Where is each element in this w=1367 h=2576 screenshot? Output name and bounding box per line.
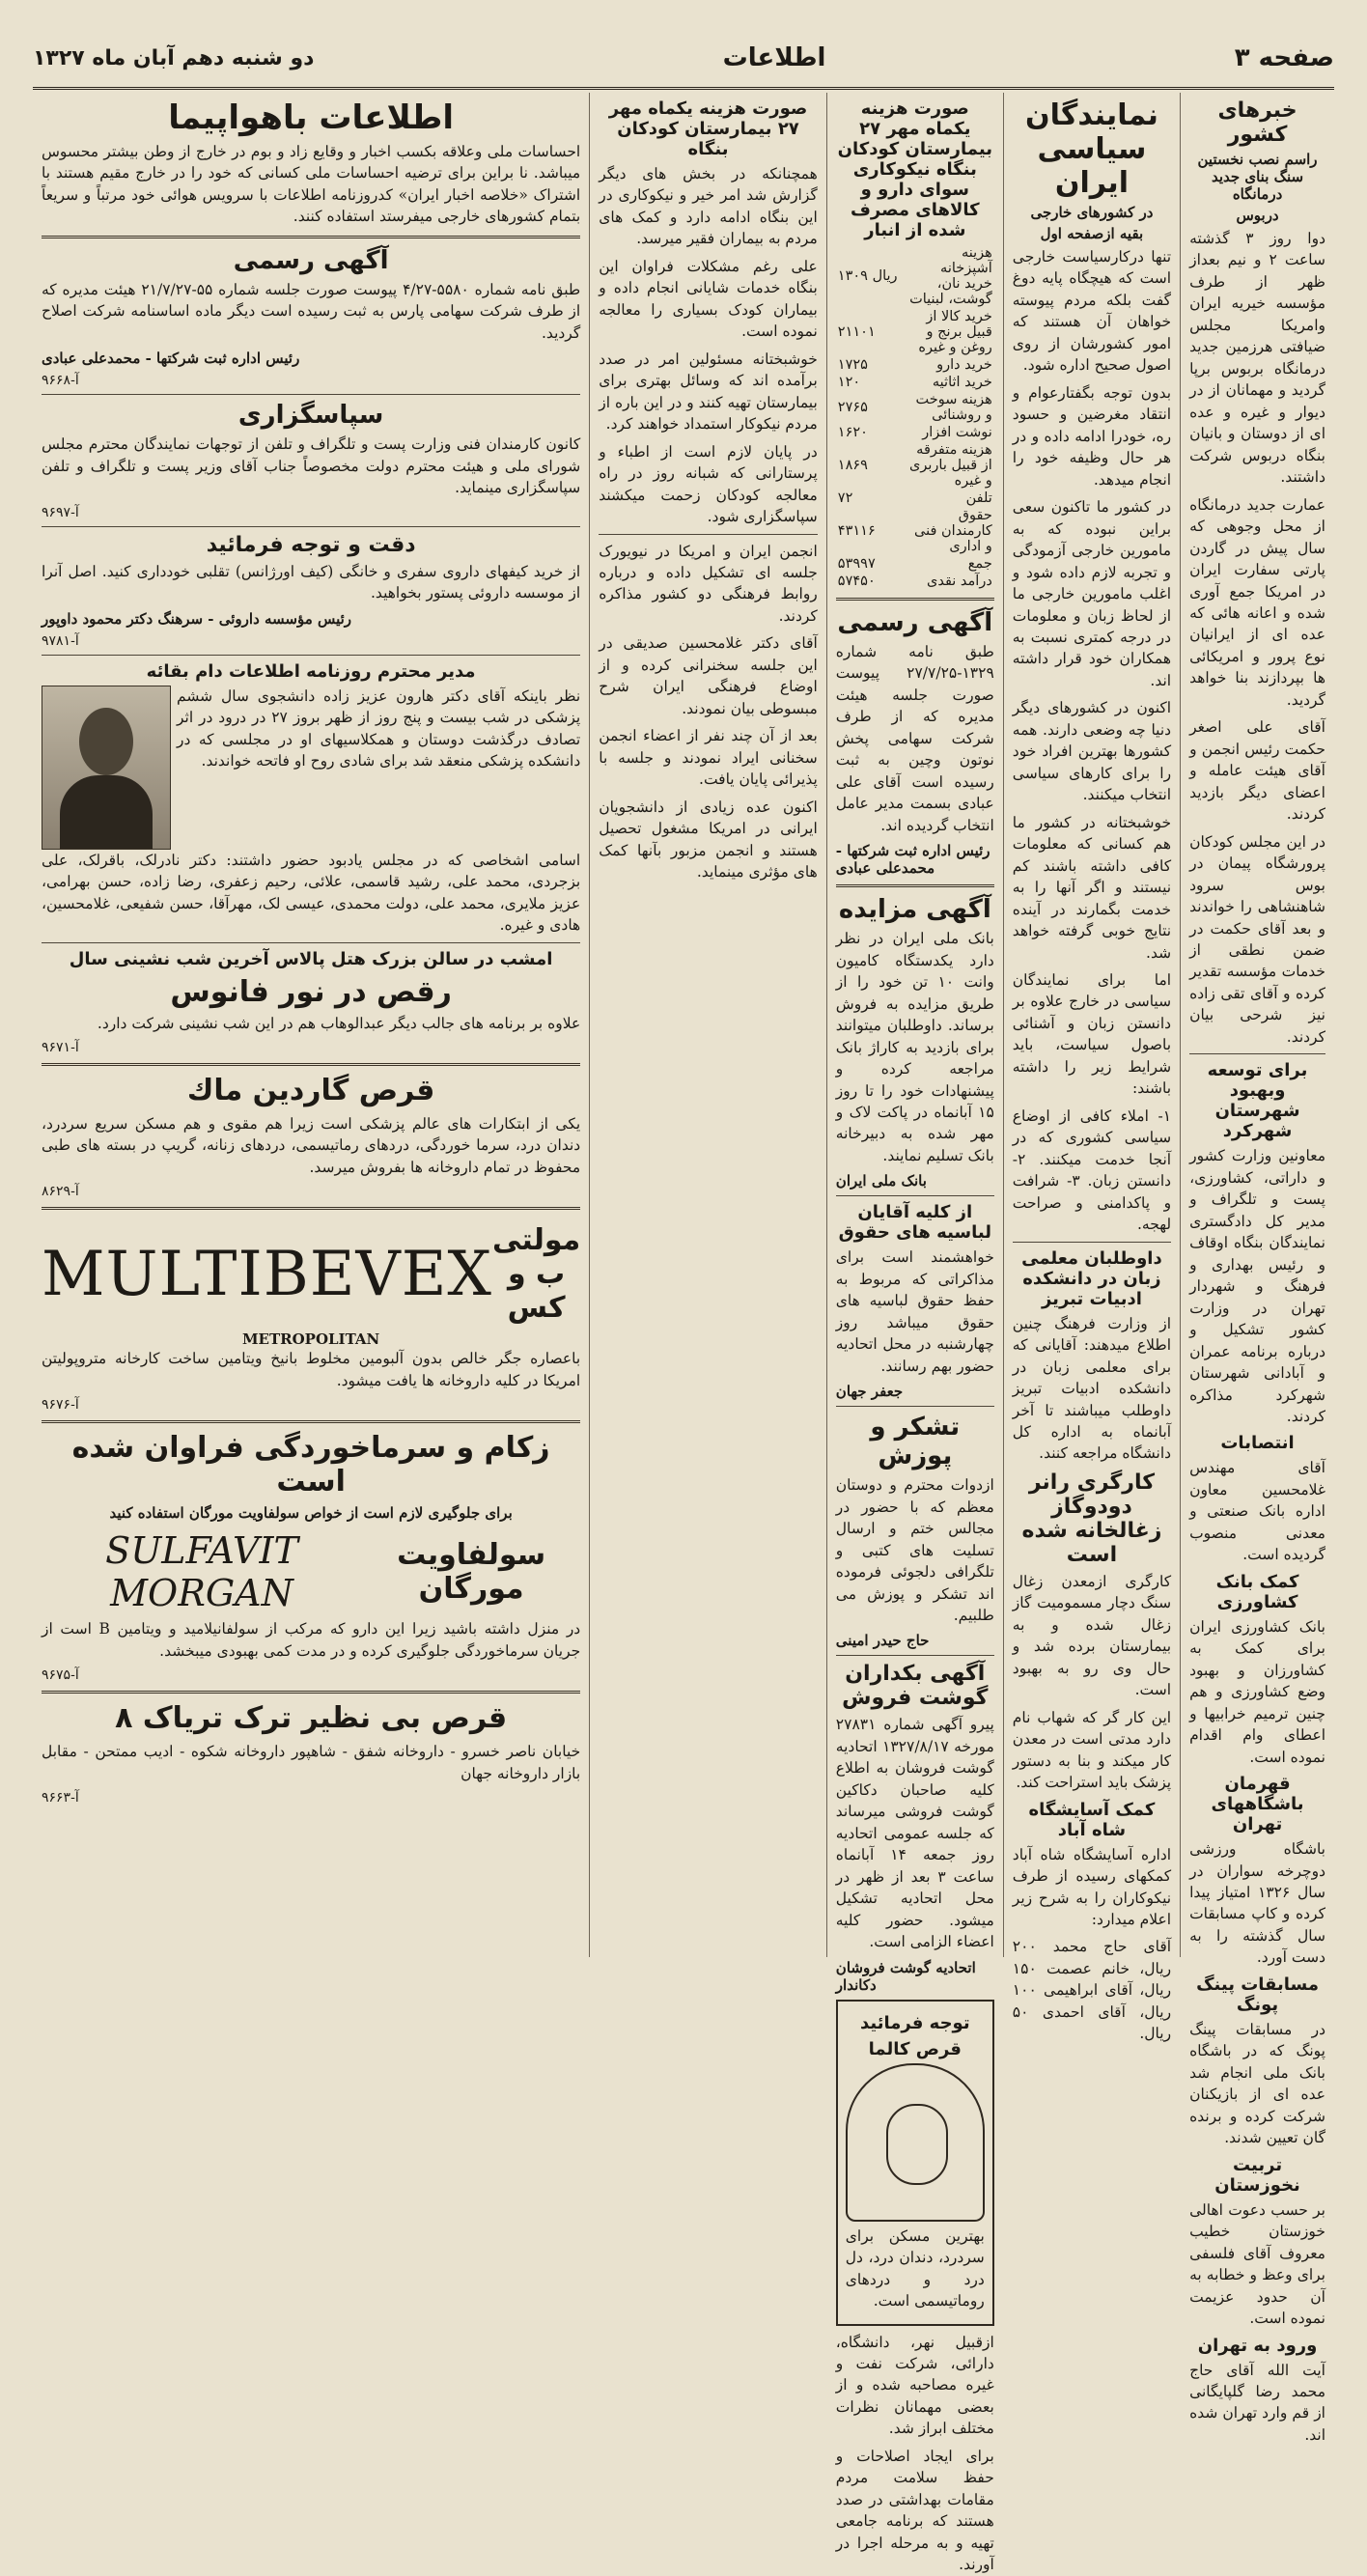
expense-label: خرید اثاثیه: [932, 375, 992, 390]
article-paragraph: بر حسب دعوت اهالی خوزستان خطیب معروف آقای فلسفی برای وعظ و خطابه به آن حدود عزیمت نموده است.: [1189, 2200, 1325, 2328]
expense-value: ۱۲۰: [837, 375, 861, 390]
article-paragraph: ازدوات محترم و دوستان معظم که با حضور در مجالس ختم و ارسال تسلیت های کتبی و تلگرافی دلجوئی فرموده اند تشکر و پوزش می طلبیم.: [835, 1476, 994, 1624]
article-paragraph: اما برای نمایندگان سیاسی در خارج علاوه بر دانستن زبان و آشنائی باصول سیاست، باید شرایط زیر را داشته باشند:: [1012, 971, 1172, 1098]
sulfavit-header: [42, 1526, 580, 1618]
expense-label: هزینه سوخت و روشنائی: [915, 392, 992, 423]
signature: رئیس مؤسسه داروئی - سرهنگ دکتر محمود داوپور: [42, 609, 352, 628]
divider: [1189, 1053, 1325, 1054]
expense-label: هزینه متفرقه از قبیل باربری و غیره: [909, 442, 992, 489]
ad-brand: METROPOLITAN: [241, 1330, 380, 1349]
article-paragraph: اکنون در کشورهای دیگر دنیا چه وضعی دارند. همه کشورها بهترین افراد خود را برای کارهای سیاسی انتخاب میکنند.: [1012, 699, 1172, 804]
article-paragraph: خوشبختانه در کشور ما هم کسانی که معلومات کافی داشته باشند کم نیستند و اگر آنها را به خدمت بگمارند در آینده نتایج خوبی گرفته خواهد شد.: [1012, 813, 1172, 962]
table-row: [836, 555, 994, 573]
article-paragraph: کانون کارمندان فنی وزارت پست و تلگراف و تلفن از توجهات نمایندگان محترم مجلس شورای ملی و هیئت محترم دولت مخصوصاً جناب آقای وزیر پست و تلگراف و تلفن سپاسگزاری مینماید.: [42, 435, 581, 497]
article-paragraph: همچنانکه در بخش های دیگر گزارش شد امر خیر و نیکوکاری در این بنگاه ادامه دارد و کمک های مردم به بیماران فقیر میرسد.: [599, 165, 818, 248]
expense-value: ۵۳۹۹۷: [837, 556, 876, 572]
portrait-body: [60, 775, 153, 849]
article-paragraph: خواهشمند است برای مذاکراتی که مربوط به حفظ حقوق لباسیه های حقوق میباشد روز چهارشنبه در محل اتحادیه حضور بهم رسانند.: [835, 1248, 994, 1375]
article-paragraph: آقای علی اصغر حکمت رئیس انجمن و آقای هیئت عامله و اعضای دیگر بازدید کردند.: [1189, 718, 1325, 824]
column-diplomats: [1003, 93, 1180, 2043]
article-paragraph: اکنون عده زیادی از دانشجویان ایرانی در امریکا مشغول تحصیل هستند و انجمن مزبور بآنها کمک های مؤثری مینماید.: [599, 798, 818, 882]
table-row: [836, 391, 994, 424]
headline: آگهی رسمی: [837, 608, 993, 637]
divider: [42, 394, 580, 395]
table-row: [836, 507, 994, 555]
ad-text: باعصاره جگر خالص بدون آلبومین مخلوط بانیخ ویتامین ساخت کارخانه متروپولیتن امریکا در کلیه داروخانه ها یافت میشود.: [42, 1350, 581, 1389]
expense-label: درآمد نقدی: [926, 574, 992, 589]
table-row: [836, 308, 994, 356]
ad-code: ۹۶۷۶-آ: [42, 1397, 79, 1414]
divider: [836, 598, 994, 601]
ad-text: یکی از ابتکارات های عالم پزشکی است زیرا هم مقوی و هم مسکن سریع سردرد، دندان درد، سرما خوردگی، دردهای رماتیسمی، دردهای زنانه، گریپ در بسته های طبی محفوظ در تمام داروخانه ها بفروش میرسد.: [42, 1114, 581, 1176]
expense-value: ۵۷۴۵۰: [837, 574, 876, 589]
article-paragraph: علی رغم مشکلات فراوان این بنگاه خدمات شایانی انجام داده و بیماران کودک بسیاری را معالجه نموده است.: [599, 257, 818, 341]
headline: خبرهای کشور: [1217, 98, 1297, 147]
ad-code: ۹۶۷۱-آ: [42, 1039, 79, 1055]
ad-latin-title: SULFAVIT MORGAN: [105, 1529, 298, 1615]
divider: [42, 942, 580, 943]
column-notices: [826, 93, 1003, 2574]
divider: [836, 1406, 994, 1407]
article-paragraph: دوا روز ۳ گذشته ساعت ۲ و نیم بعداز ظهر از طرف مؤسسه خیریه ایران وامریکا مجلس ضیافتی هرزمین جدید درمانگاه بربوس برپا گردید و مهمانان از در دیوار و غیره و عده ای از دوستان و بانیان بنگاه دربوس شرکت داشتند.: [1189, 230, 1325, 487]
ad-title: توجه فرمائید: [860, 2012, 970, 2033]
expense-label: جمع: [967, 556, 992, 572]
subheadline: در کشورهای خارجی: [1030, 204, 1154, 221]
portrait-head: [79, 708, 133, 775]
expense-label: حقوق کارمندان فنی و اداری: [914, 508, 992, 554]
article-paragraph: علاوه بر برنامه های جالب دیگر عبدالوهاب هم در این شب نشینی شرکت دارد.: [97, 1014, 581, 1032]
mask-logo-icon: [846, 2063, 985, 2222]
article-paragraph: طبق نامه شماره ۵۵۸۰-۴/۲۷ پیوست صورت جلسه شماره ۵۵-۲۱/۷/۲۷ هیئت مدیره که از طرف شرکت سهامی پارس به ثبت رسیده است دیگر ماده اساسنامه شرکت اصلاح گردید.: [42, 280, 581, 342]
multibevex-header: [42, 1218, 580, 1330]
masthead: [33, 37, 1334, 90]
table-row: [836, 244, 994, 308]
article-paragraph: بدون توجه بگفتارعوام و انتقاد مغرضین و حسود ره، خودرا ادامه داده و در هر حال وظیفه خود را انجام میدهد.: [1012, 383, 1172, 489]
expense-value: ۱۷۲۵: [837, 357, 868, 373]
headline: کمک آسایشگاه شاه آباد: [1028, 1799, 1156, 1840]
article-paragraph: در این مجلس کودکان پرورشگاه پیمان در بوس سرود شاهنشاهی را خواندند و بعد آقای حکمت در ضمن نطقی از خدمات مؤسسه تقدیر کرده و آقای تقی زاده نیز شرحی بیان کردند.: [1189, 832, 1325, 1046]
ad-code: ۹۶۷۵-آ: [42, 1667, 79, 1684]
ad-subtitle: برای جلوگیری لازم است از خواص سولفاویت مورگان استفاده کنید: [109, 1504, 513, 1523]
table-row: [836, 356, 994, 374]
column-ads: [33, 93, 589, 1957]
expense-value: ۱۶۲۰: [837, 425, 868, 440]
article-paragraph: آقای مهندس غلامحسین معاون اداره بانک صنعتی و معدنی منصوب گردیده است.: [1189, 1459, 1325, 1564]
ad-code: ۹۶۹۷-آ: [42, 504, 79, 520]
article-paragraph: آقای حاج محمد ۲۰۰ ریال، خانم عصمت ۱۵۰ ریال، آقای ابراهیمی ۱۰۰ ریال، آقای احمدی ۵۰ ریال.: [1012, 1938, 1172, 2043]
calma-ad: [836, 2000, 994, 2326]
obituary-block: [42, 686, 580, 850]
headline: ورود به تهران: [1197, 2335, 1318, 2356]
article-paragraph: در کشور ما تاکنون سعی براین نبوده که به مامورین خارجی آزمودگی و تجربه لازم داده شود و اغلب مامورین خارجی ما از لحاظ زبان و معلومات در درجه کمتری نسبت به همکاران خود قرار داشته اند.: [1012, 498, 1172, 689]
expense-value: ۲۷۶۵: [837, 400, 868, 415]
ad-code: ۸۶۲۹-آ: [42, 1184, 79, 1200]
expense-value: ۴۳۱۱۶: [837, 523, 876, 539]
headline: از کلیه آقایان لباسیه های حقوق: [838, 1202, 991, 1244]
expense-label: تلفن: [965, 490, 992, 506]
headline: مدیر محترم روزنامه اطلاعات دام بقائه: [146, 660, 476, 682]
article-paragraph: از وزارت فرهنگ چنین اطلاع میدهند: آقایانی که برای معلمی زبان در دانشکده ادبیات تبریز داوطلب میباشند تا آخر آبانماه به اداره کل دانشگاه مراجعه کنند.: [1012, 1314, 1172, 1463]
ad-name: سولفاویت مورگان: [397, 1538, 546, 1607]
headline: انتصابات: [1220, 1433, 1295, 1454]
signature: حاج حیدر امینی: [835, 1632, 930, 1650]
headline: مسابقات پینگ پونگ: [1196, 1974, 1319, 2015]
divider: [42, 655, 580, 656]
article-paragraph: این کار گر که شهاب نام دارد مدتی است در معدن کار میکند و بنا به دستور پزشک باید استراحت کند.: [1012, 1708, 1172, 1792]
table-row: [836, 424, 994, 441]
divider: [42, 526, 580, 527]
article-paragraph: در مسابقات پینگ پونگ که در باشگاه بانک ملی انجام شد عده ای از بازیکنان شرکت کرده و برنده گان تعیین شدند.: [1189, 2020, 1325, 2147]
article-paragraph: کارگری ازمعدن زغال سنگ دچار مسمومیت گاز زغال شده و به بیمارستان برده شد و حال وی رو به بهبود است.: [1012, 1572, 1172, 1699]
headline: داوطلبان معلمی زبان در دانشکده ادبیات تبریز: [1021, 1247, 1162, 1309]
article-paragraph: بانک ملی ایران در نظر دارد یکدستگاه کامیون وانت ۱۰ تن خود را از طریق مزایده به فروش برساند. داوطلبان میتوانند برای بازدید به کاراژ بانک مراجعه کرده و پیشنهادات خود را تا روز ۱۵ آبانماه در پاکت لاک و مهر شده به دبیرخانه بانک تسلیم نمایند.: [835, 930, 994, 1164]
headline: دقت و توجه فرمائید: [206, 532, 416, 557]
headline: سپاسگزاری: [237, 401, 384, 431]
article-paragraph: پیرو آگهی شماره ۲۷۸۳۱ مورخه ۱۳۲۷/۸/۱۷ اتحادیه گوشت فروشان به اطلاع کلیه صاحبان دکاکین گوشت فروشی میرساند که جلسه عمومی اتحادیه روز جمعه ۱۴ آبانماه ساعت ۳ بعد از ظهر در محل اتحادیه تشکیل میشود. حضور کلیه اعضاء الزامی است.: [835, 1716, 994, 1951]
table-row: [836, 374, 994, 391]
divider: [42, 1063, 580, 1066]
article-paragraph: انجمن ایران و امریکا در نیویورک جلسه ای تشکیل داده و درباره روابط فرهنگی دو کشور مذاکره کردند.: [599, 542, 818, 625]
expense-value: ۱۳۰۹ ریال: [837, 268, 898, 284]
headline: کارگری رانر دودوگاز زغالخانه شده است: [1021, 1470, 1162, 1567]
headline: رقص در نور فانوس: [170, 974, 452, 1009]
divider: [599, 534, 818, 535]
ad-code: ۹۶۶۳-آ: [42, 1790, 79, 1806]
face-icon: [886, 2104, 948, 2185]
headline: تربیت نخوزستان: [1214, 2154, 1300, 2196]
ad-title: زکام و سرماخوردگی فراوان شده است: [71, 1431, 550, 1499]
subheadline: دربوس: [1236, 207, 1279, 224]
headline: امشب در سالن بزرک هتل پالاس آخرین شب نشینی سال: [69, 948, 553, 969]
divider: [836, 884, 994, 887]
article-paragraph: احساسات ملی وعلاقه بکسب اخبار و وقایع زاد و بوم در خارج از وطن بیشتر محسوس میباشد. نا براین برای ترضیه احساسات ملی کسانی که خود را در خارج مقیم هستند با اشتراک «خلاصه اخبار ایران» کدروزنامه اطلاعات با سرویس هوائی خود مرتباً و سریعاً بتمام کشورهای خارجی میفرستد استفاده کنند.: [42, 143, 581, 226]
article-paragraph: ازقبیل نهر، دانشگاه، دارائی، شرکت نفت و غیره مصاحبه شده و از بعضی مهمانان نظرات مختلف ابراز شد.: [835, 2333, 994, 2438]
expense-label: نوشت افزار: [922, 425, 992, 440]
table-row: [836, 573, 994, 590]
expense-value: ۲۱۱۰۱: [837, 324, 876, 340]
expense-value: ۱۸۶۹: [837, 458, 868, 473]
page-number: صفحه ۳: [1234, 43, 1334, 72]
headline: قهرمان باشگاههای تهران: [1211, 1774, 1304, 1835]
headline: اطلاعات باهواپیما: [168, 98, 454, 137]
divider: [836, 1195, 994, 1196]
article-paragraph: خوشبختانه مسئولین امر در صدد برآمده اند که وسائل بهتری برای بیمارستان تهیه کنند و در این باره از مردم نیکوکار استمداد خواهند کرد.: [599, 350, 818, 434]
signature: بانک ملی ایران: [835, 1172, 927, 1190]
ad-title: قرص بی نظیر ترک تریاک ۸: [115, 1701, 508, 1736]
ad-text: در منزل داشته باشید زیرا این دارو که مرکب از سولفانیلامید و ویتامین B است از جریان سرماخوردگی جلوگیری کرده و در مدت کمی بهبودی میبخشد.: [42, 1620, 581, 1660]
signature: رئیس اداره ثبت شرکتها - محمدعلی عبادی: [42, 350, 300, 368]
expense-value: ۷۲: [837, 490, 853, 506]
expense-label: هزینه آشپزخانه خرید نان، گوشت، لبنیات: [909, 245, 992, 307]
signature: جعفر جهان: [835, 1383, 904, 1401]
divider: [1013, 1242, 1171, 1243]
article-paragraph: آیت الله آقای حاج محمد رضا گلپایگانی از قم وارد تهران شده اند.: [1189, 2361, 1325, 2444]
headline: صورت هزینه یکماه مهر ۲۷ بیمارستان کودکان بنگاه: [608, 98, 808, 159]
article-paragraph: طبق نامه شماره ۱۳۲۹-۲۷/۷/۲۵ پیوست صورت جلسه هیئت مدیره که از طرف شرکت سهامی پخش نوتون وچین به ثبت رسیده است آقای علی عبادی بسمت مدیر عامل انتخاب گردیده اند.: [835, 643, 994, 834]
article-paragraph: بانک کشاورزی ایران برای کمک به کشاورزان و بهبود وضع کشاورزی و هم چنین ترمیم خرابیها و اعطای وام اقدام نموده است.: [1189, 1617, 1325, 1766]
article-paragraph: نظر باینکه آقای دکتر هارون عزیز زاده دانشجوی سال ششم پزشکی در شب بیست و پنج روز از ظهر بروز ۲۷ در درود در اثر تصادف درگذشت دوستان و همکلاسیهای او در مجلسی که در دانشکده پزشکی منعقد شد برای شادی روح او فاتحه خواندند.: [177, 686, 581, 770]
subheadline: راسم نصب نخستین سنگ بنای جدید درمانگاه: [1197, 151, 1318, 203]
ad-code: ۹۷۸۱-آ: [42, 632, 79, 649]
article-paragraph: تنها درکارسیاست خارجی است که هیچگاه پایه دوغ گفت بلکه مردم پیوسته خواهان آن هستند که امور کشورشان از روی اصول صحیح اداره شود.: [1012, 248, 1172, 375]
expense-table: [836, 244, 994, 590]
column-domestic-news: [1180, 93, 1334, 2444]
ad-title: مولتی ب و کس: [491, 1223, 581, 1326]
ad-text: بهترین مسکن برای سردرد، دندان درد، دل درد و دردهای روماتیسمی است.: [845, 2226, 985, 2310]
headline: صورت هزینه یکماه مهر ۲۷ بیمارستان کودکان بنگاه نیکوکاری سوای دارو و کالاهای مصرف شده از انبار: [837, 98, 992, 240]
table-row: [836, 441, 994, 490]
article-paragraph: بعد از آن چند نفر از اعضاء انجمن سخنانی ایراد نمودند و جلسه با پذیرائی پایان یافت.: [599, 727, 818, 789]
headline: تشکر و پوزش: [870, 1413, 961, 1471]
article-paragraph: اسامی اشخاصی که در مجلس یادبود حضور داشتند: دکتر نادرلک، باقرلک، علی بزجردی، محمد علی، رشید قاسمی، علائی، رحیم زعفری، رضا زاده، حسن بهرامی، عزیز ملایری، محمد علی، دولت محمدی، عیسی لک، مهرآقا، حسن شفیعی، غلامحسین، هادی و غیره.: [42, 851, 581, 935]
article-paragraph: عمارت جدید درمانگاه از محل وجوهی که سال پیش در گاردن پارتی سفارت ایران در امریکا جمع آوری شده و اعانه هائی که عده ای از ایرانیان نوع پرور و امریکائی ها بپردازند بنا خواهد گردید.: [1189, 495, 1325, 709]
table-row: [836, 490, 994, 507]
ad-text: خیابان ناصر خسرو - داروخانه شفق - شاهپور داروخانه شکوه - ادیب ممتحن - مقابل بازار داروخانه جهان: [42, 1743, 581, 1782]
expense-label: خرید کالا از قبیل برنج و روغن و غیره: [918, 309, 992, 355]
portrait-photo: [42, 686, 171, 850]
article-paragraph: از خرید کیفهای داروی سفری و خانگی (کیف اورژانس) تقلبی خودداری کنید. اصل آنرا از موسسه داروئی پستور بخواهید.: [42, 562, 581, 602]
paper-name: اطلاعات: [722, 43, 826, 72]
signature: اتحادیه گوشت فروشان دکاندار: [835, 1958, 976, 1994]
article-paragraph: اداره آسایشگاه شاه آباد کمکهای رسیده از طرف نیکوکاران را به شرح زیر اعلام میدارد:: [1012, 1845, 1172, 1928]
divider: [42, 1691, 580, 1694]
headline: برای توسعه وبهبود شهرستان شهرکرد: [1207, 1060, 1308, 1142]
article-paragraph: باشگاه ورزشی دوچرخه سواران در سال ۱۳۲۶ امتیاز پیدا کرده و کاپ مسابقات سال گذشته را به دست آورد.: [1189, 1840, 1325, 1967]
divider: [42, 1207, 580, 1210]
expense-label: خرید دارو: [936, 357, 992, 373]
columns: [33, 93, 1334, 2574]
divider: [42, 1420, 580, 1423]
column-continued: [589, 93, 826, 1957]
article-paragraph: در پایان لازم است از اطباء و پرستارانی که شبانه روز در راه معالجه کودکان زحمت میکشند سپاسگزاری شود.: [599, 442, 818, 526]
ad-subtitle: قرص کالما: [868, 2038, 962, 2059]
article-list: ۱- املاء کافی از اوضاع سیاسی کشوری که در آنجا خدمت میکنند. ۲- دانستن زبان. ۳- شرافت و پاکدامنی و صراحت لهجه.: [1012, 1106, 1172, 1234]
divider: [42, 236, 580, 238]
continued-note: بقیه ازصفحه اول: [1040, 225, 1144, 242]
divider: [836, 1655, 994, 1656]
headline: آگهی مزایده: [838, 895, 991, 925]
ad-title: قرص گاردین ماك: [186, 1073, 435, 1107]
headline: آگهی بکداران گوشت فروش: [842, 1662, 989, 1711]
article-paragraph: معاونین وزارت کشور و داراتی، کشاورزی، پست و تلگراف و مدیر کل دادگستری نمایندگان بنگاه اوقاف و رئیس بهداری و فرهنگ و شهردار تهران در وزارت کشور تشکیل و درباره برنامه عمران و آبادانی شهرستان شهرکرد مذاکره کردند.: [1189, 1147, 1325, 1425]
headline: کمک بانک کشاورزی: [1215, 1571, 1299, 1612]
ad-code: ۹۶۶۸-آ: [42, 373, 79, 389]
signature: رئیس اداره ثبت شرکتها - محمدعلی عبادی: [835, 842, 990, 878]
headline: آگهی رسمی: [233, 245, 389, 275]
ad-latin-title: MULTIBEVEX: [42, 1238, 492, 1310]
article-paragraph: برای ایجاد اصلاحات و حفظ سلامت مردم مقامات بهداشتی در صدد هستند که برنامه جامعی تهیه و به مرحله اجرا در آورند.: [835, 2447, 994, 2574]
issue-date: دو شنبه دهم آبان ماه ۱۳۲۷: [33, 45, 315, 70]
article-paragraph: آقای دکتر غلامحسین صدیقی در این جلسه سخنرانی کرده و از اوضاع فرهنگی ایران شرح مبسوطی بیان نمودند.: [599, 634, 818, 717]
headline: نمایندگان سیاسی ایران: [1025, 98, 1158, 200]
